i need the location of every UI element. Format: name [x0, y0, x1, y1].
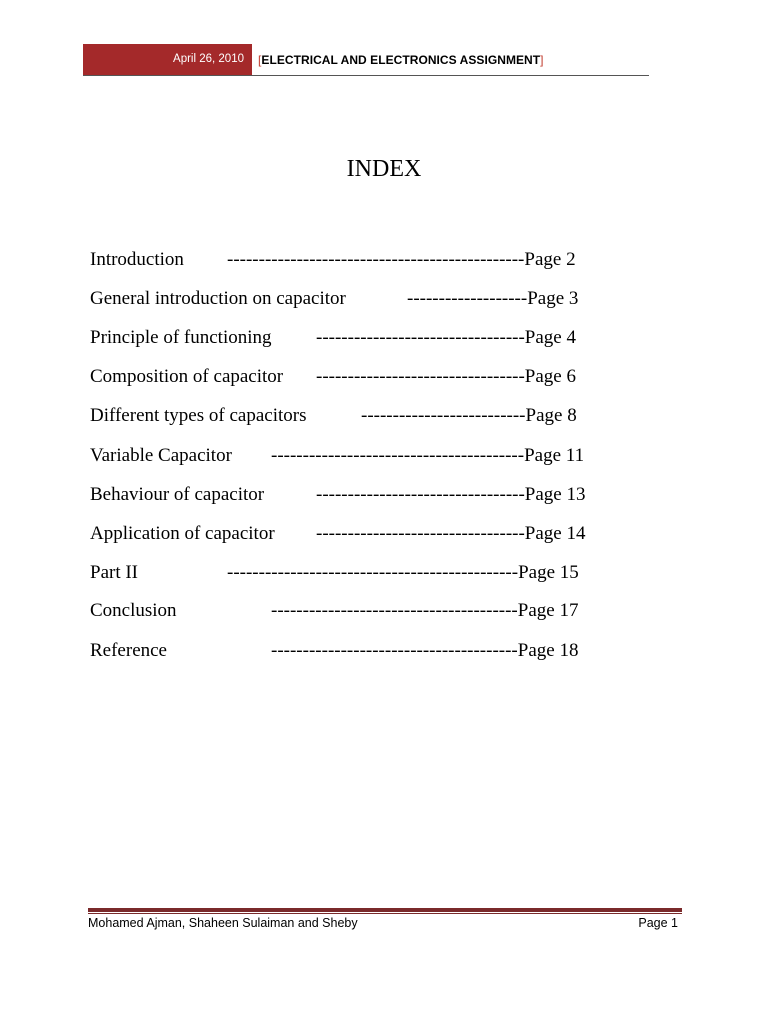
toc-label: Application of capacitor: [90, 523, 275, 544]
toc-label: Composition of capacitor: [90, 366, 284, 387]
toc-label: Conclusion: [90, 600, 177, 621]
toc-leader-page: -----------------------------------------------Page 2: [227, 249, 576, 270]
toc-label: Reference: [90, 640, 167, 661]
toc-label: General introduction on capacitor: [90, 288, 346, 309]
footer-rule-thick: [88, 908, 682, 912]
toc-label: Part II: [90, 562, 139, 583]
toc-entry-conclusion: [90, 600, 650, 626]
toc-page: Page 2: [524, 249, 576, 270]
header-rule: [83, 75, 649, 76]
toc-leader-page: ----------------------------------------------Page 15: [227, 562, 579, 583]
toc-page: Page 6: [524, 366, 576, 387]
toc-page: Page 3: [527, 288, 579, 309]
toc-label: Introduction: [90, 249, 184, 270]
toc-page: Page 14: [524, 523, 586, 544]
toc-entry-general-introduction: [90, 288, 650, 314]
header-date-box: [83, 44, 252, 76]
toc-label: Different types of capacitors: [90, 405, 307, 426]
footer-rule-thin: [88, 913, 682, 914]
toc-entry-behaviour: [90, 484, 650, 510]
toc-leader-page: ---------------------------------------Page 17: [271, 600, 579, 621]
footer-authors: Mohamed Ajman, Shaheen Sulaiman and Sheby: [88, 916, 358, 930]
header-bracket-close: ]: [540, 53, 544, 67]
toc-leader-page: ----------------------------------------Page 11: [271, 445, 585, 466]
toc-leader-page: ---------------------------------Page 13: [316, 484, 586, 505]
toc-page: Page 4: [524, 327, 576, 348]
toc-entry-application: [90, 523, 650, 549]
toc-page: Page 8: [525, 405, 577, 426]
toc-label: Variable Capacitor: [90, 445, 232, 466]
toc-entry-reference: [90, 640, 650, 666]
toc-entry-introduction: [90, 249, 650, 275]
toc-page: Page 11: [524, 445, 585, 466]
toc-entry-principle: [90, 327, 650, 353]
toc-page: Page 17: [517, 600, 579, 621]
header-title-text: ELECTRICAL AND ELECTRONICS ASSIGNMENT: [261, 53, 541, 67]
toc-label: Principle of functioning: [90, 327, 272, 348]
toc-page: Page 18: [517, 640, 579, 661]
footer-page-number: Page 1: [638, 916, 678, 930]
toc-leader-page: ---------------------------------------Page 18: [271, 640, 579, 661]
toc-entry-variable: [90, 445, 650, 471]
toc-entry-part-ii: [90, 562, 650, 588]
index-title: INDEX: [346, 156, 422, 182]
toc-entry-composition: [90, 366, 650, 392]
toc-leader-page: ---------------------------------Page 4: [316, 327, 576, 348]
toc-leader-page: ---------------------------------Page 14: [316, 523, 586, 544]
header-date: April 26, 2010: [173, 53, 244, 65]
toc-leader-page: --------------------------Page 8: [361, 405, 577, 426]
header-title: [258, 53, 544, 67]
header-bracket-open: [: [258, 53, 262, 67]
toc-label: Behaviour of capacitor: [90, 484, 265, 505]
toc-page: Page 15: [518, 562, 579, 583]
toc-page: Page 13: [524, 484, 586, 505]
toc-leader-page: ---------------------------------Page 6: [316, 366, 576, 387]
toc-leader-page: -------------------Page 3: [407, 288, 579, 309]
toc-entry-types: [90, 405, 650, 431]
